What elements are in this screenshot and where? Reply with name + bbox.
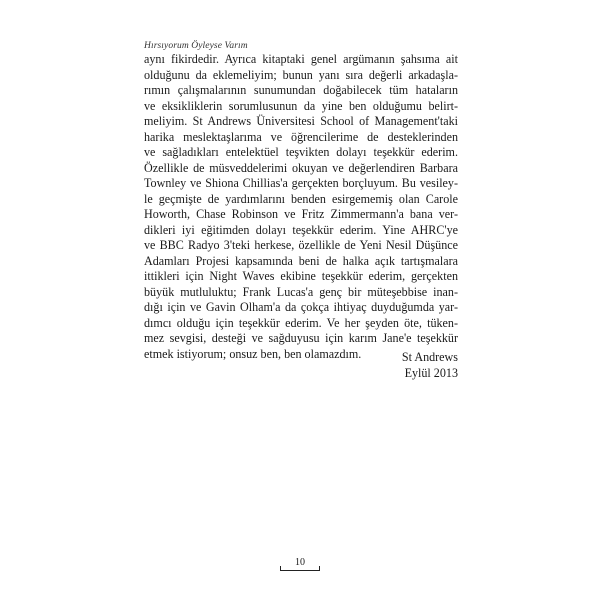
text-line: le geçmişte de yardımlarını benden esirgememiş olan Carole bbox=[144, 191, 458, 206]
text-line: olduğunu da eklemeliyim; bunun yanı sıra değerli arkadaşla- bbox=[144, 67, 458, 82]
text-line: mez sevgisi, desteği ve sağduyusu için karım Jane'e teşekkür bbox=[144, 331, 458, 345]
body-text bbox=[144, 52, 458, 362]
page-number-text: 10 bbox=[295, 557, 305, 568]
text-line: Howorth, Chase Robinson ve Fritz Zimmermann'a bana ver- bbox=[144, 207, 458, 221]
text-line: harika meslektaşlarıma ve öğrencilerime de desteklerinden bbox=[144, 129, 458, 144]
text-line: dikleri iyi eğitimden dolayı teşekkür ederim. Yine AHRC'ye bbox=[144, 222, 458, 237]
text-line: Adamları Projesi kapsamında beni de halka açık tartışmalara bbox=[144, 253, 458, 268]
text-line: meliyim. St Andrews Üniversitesi School of Management'taki bbox=[144, 114, 458, 128]
page-number-bracket bbox=[280, 566, 320, 571]
text-line: Özellikle de müsveddelerimi okuyan ve değerlendiren Barbara bbox=[144, 160, 458, 175]
text-line: Townley ve Shiona Chillias'a gerçekten borçluyum. Bu vesiley- bbox=[144, 176, 458, 190]
text-line: dığı için ve Gavin Olham'a da çokça ihtiyaç duyduğumda yar- bbox=[144, 300, 458, 314]
text-line: ittikleri için Night Waves ekibine teşekkür ederim, gerçekten bbox=[144, 269, 458, 283]
signature-block bbox=[402, 350, 458, 381]
page-number bbox=[280, 557, 320, 571]
text-line: ve BBC Radyo 3'teki herkese, özellikle de Yeni Nesil Düşünce bbox=[144, 238, 458, 252]
text-line: ve sağladıkları entelektüel teşvikten dolayı teşekkür ederim. bbox=[144, 145, 458, 159]
text-line: aynı fikirdedir. Ayrıca kitaptaki genel argümanın şahsıma ait bbox=[144, 52, 458, 66]
signature-date: Eylül 2013 bbox=[404, 365, 458, 380]
text-line: büyük mutluluktu; Frank Lucas'a genç bir müteşebbise inan- bbox=[144, 284, 458, 299]
signature-place: St Andrews bbox=[401, 350, 458, 364]
text-line: dımcı olduğu için teşekkür ederim. Ve her şeyden öte, tüken- bbox=[144, 315, 458, 330]
text-line: etmek istiyorum; onsuz ben, ben olamazdım. bbox=[144, 346, 362, 361]
running-head: Hırsıyorum Öyleyse Varım bbox=[144, 41, 248, 51]
text-line: ve eksikliklerin sorumlusunun da yine ben olduğumu belirt- bbox=[144, 98, 458, 113]
text-line: rımın çalışmalarının sunumundan doğabilecek tüm hataların bbox=[144, 83, 458, 97]
